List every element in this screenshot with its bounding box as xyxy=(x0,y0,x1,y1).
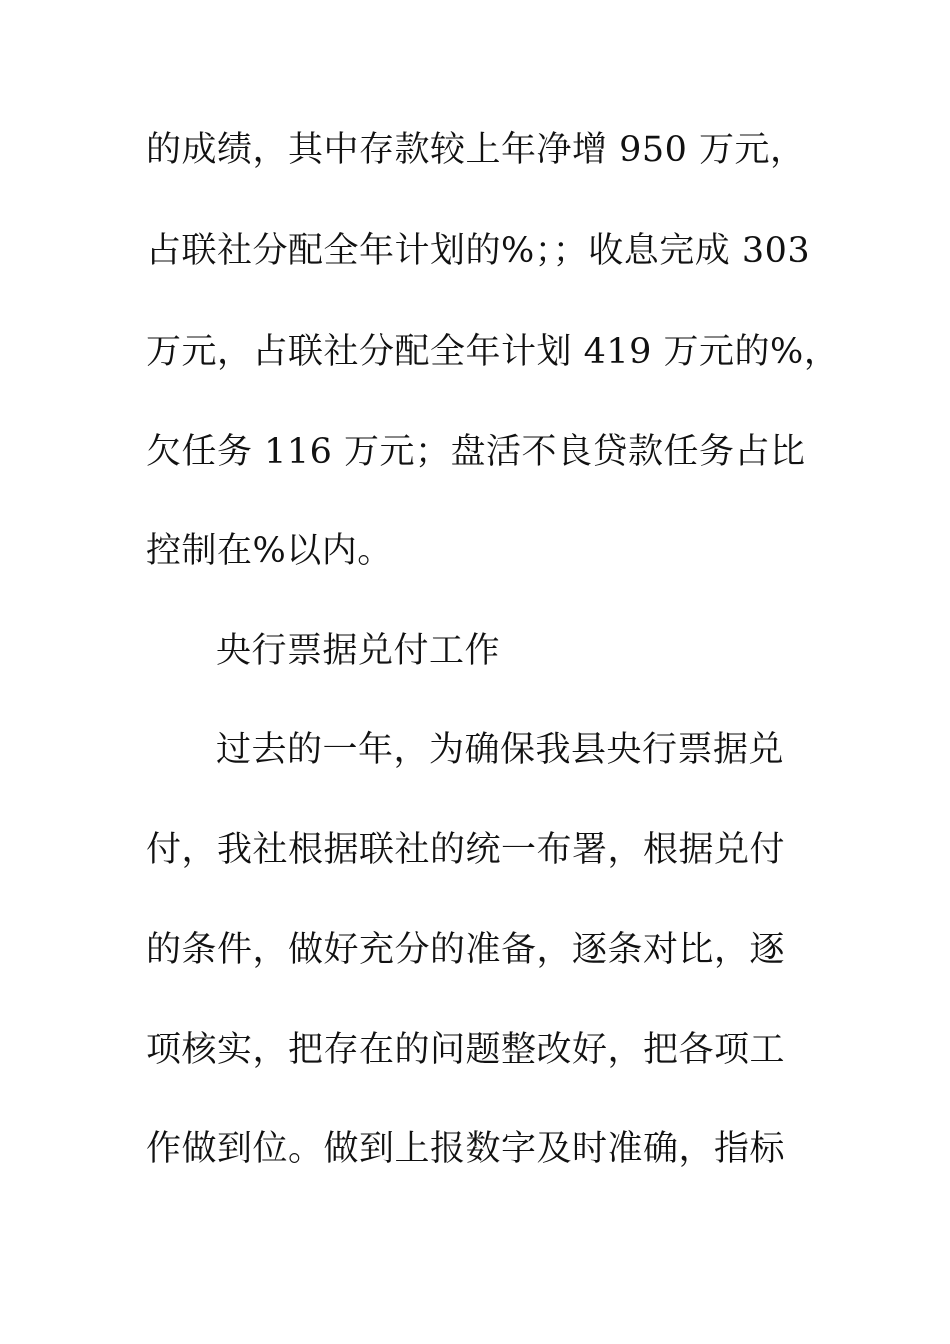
text-line: 项核实，把存在的问题整改好，把各项工 xyxy=(146,1030,786,1070)
text-line: 占联社分配全年计划的%；；收息完成 303 xyxy=(146,231,811,271)
text-line: 的条件，做好充分的准备，逐条对比，逐 xyxy=(146,930,786,970)
text-line: 控制在%以内。 xyxy=(146,531,393,571)
text-line: 作做到位。做到上报数字及时准确，指标 xyxy=(146,1129,786,1169)
text-line: 付，我社根据联社的统一布署，根据兑付 xyxy=(146,830,786,870)
text-line: 万元，占联社分配全年计划 419 万元的%， xyxy=(146,332,840,372)
paragraph-first-line: 过去的一年，为确保我县央行票据兑 xyxy=(216,730,785,770)
text-line: 的成绩，其中存款较上年净增 950 万元， xyxy=(146,130,806,170)
text-line: 欠任务 116 万元；盘活不良贷款任务占比 xyxy=(146,432,806,472)
section-heading: 央行票据兑付工作 xyxy=(216,631,501,671)
